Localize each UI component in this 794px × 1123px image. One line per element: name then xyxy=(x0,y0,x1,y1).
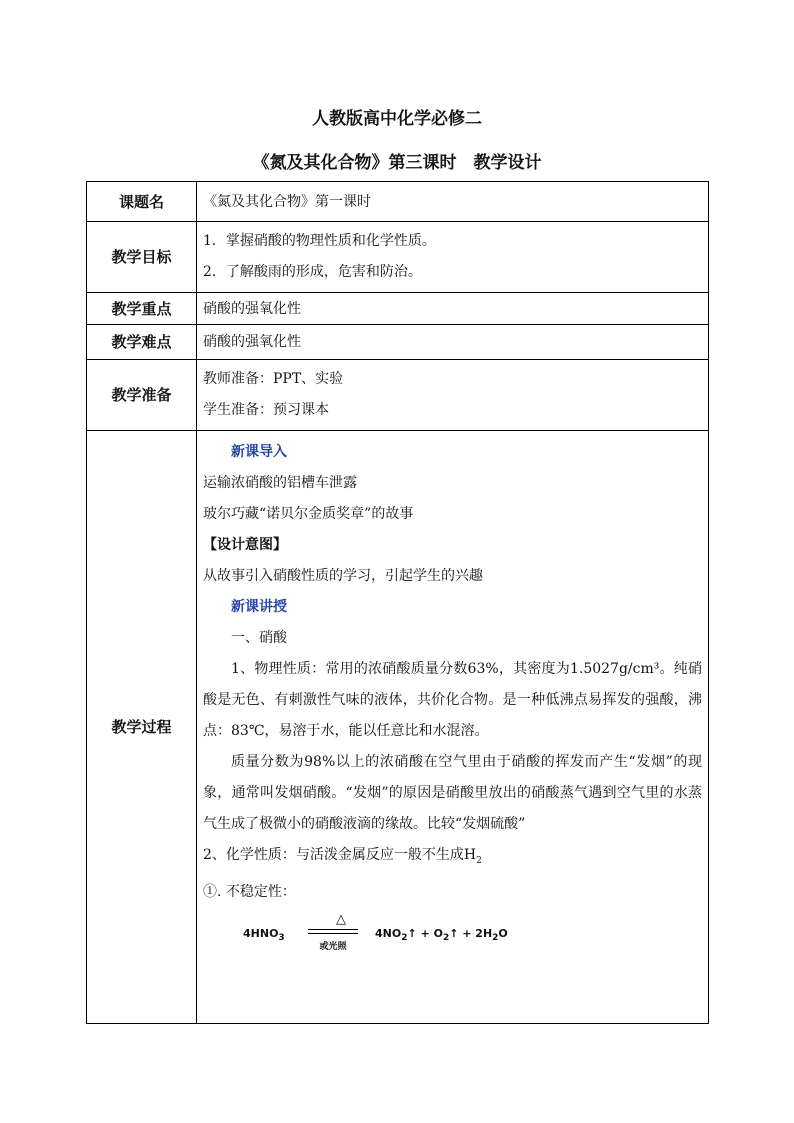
design-heading: 【设计意图】 xyxy=(203,537,287,553)
physical-properties: 1、物理性质：常用的浓硝酸质量分数63%，其密度为1.5027g/cm³。纯硝酸是无色、有刺激性气味的液体，共价化合物。是一种低沸点易挥发的强酸，沸点：83℃，易溶于水，能以任意比和水混溶。 xyxy=(203,661,702,739)
h2o-suffix: O xyxy=(498,926,508,940)
topic-value: 《氮及其化合物》第一课时 xyxy=(197,182,709,222)
goals-label: 教学目标 xyxy=(87,222,197,293)
product-no2: 4NO xyxy=(375,926,402,940)
row-goals xyxy=(87,222,709,293)
goal-item: 2．了解酸雨的形成，危害和防治。 xyxy=(203,264,422,280)
o2-subscript: 2 xyxy=(442,932,450,943)
lecture-heading: 新课讲授 xyxy=(231,599,287,615)
equation-products xyxy=(375,924,508,948)
difficult-label: 教学难点 xyxy=(87,325,197,360)
product-h2o: ↑ + 2H xyxy=(449,926,493,940)
no2-subscript: 2 xyxy=(401,932,408,943)
reaction-arrow-line-2 xyxy=(308,933,358,934)
unstable-heading: ①. 不稳定性： xyxy=(203,883,296,900)
prep-item: 学生准备：预习课本 xyxy=(203,402,329,418)
row-process xyxy=(87,431,709,1024)
intro-line: 运输浓硝酸的铝槽车泄露 xyxy=(203,475,357,491)
key-value: 硝酸的强氧化性 xyxy=(197,293,709,325)
document-title: 人教版高中化学必修二 xyxy=(312,109,482,129)
chemical-text: 2、化学性质：与活泼金属反应一般不生成H xyxy=(203,847,477,863)
row-prep xyxy=(87,360,709,431)
section-heading: 一、硝酸 xyxy=(231,630,287,646)
design-text: 从故事引入硝酸性质的学习，引起学生的兴趣 xyxy=(203,568,483,584)
decomposition-equation xyxy=(203,912,702,962)
lesson-plan-table xyxy=(86,181,709,1024)
chemical-subscript: 2 xyxy=(476,855,482,866)
topic-label: 课题名 xyxy=(87,182,197,222)
reactant-subscript: 3 xyxy=(278,932,285,943)
light-condition: 或光照 xyxy=(319,941,347,952)
intro-heading: 新课导入 xyxy=(231,444,287,460)
row-key xyxy=(87,293,709,325)
heat-symbol: △ xyxy=(336,911,346,927)
product-o2: ↑ + O xyxy=(407,926,443,940)
chemical-properties xyxy=(203,840,702,877)
equation-reactant xyxy=(243,924,285,948)
difficult-value: 硝酸的强氧化性 xyxy=(197,325,709,360)
process-label: 教学过程 xyxy=(87,431,197,1024)
document-subtitle: 《氮及其化合物》第三课时 教学设计 xyxy=(252,153,542,173)
goals-value xyxy=(197,222,709,293)
prep-item: 教师准备：PPT、实验 xyxy=(203,371,344,387)
prep-label: 教学准备 xyxy=(87,360,197,431)
intro-line: 玻尔巧藏“诺贝尔金质奖章”的故事 xyxy=(203,506,414,522)
fuming-paragraph: 质量分数为98%以上的浓硝酸在空气里由于硝酸的挥发而产生“发烟”的现象，通常叫发烟硝酸。“发烟”的原因是硝酸里放出的硝酸蒸气遇到空气里的水蒸气生成了极微小的硝酸液滴的缘故。比较“发烟硫酸” xyxy=(203,754,702,832)
reactant-text: 4HNO xyxy=(243,926,279,940)
reaction-arrow-line xyxy=(308,929,358,930)
key-label: 教学重点 xyxy=(87,293,197,325)
prep-value xyxy=(197,360,709,431)
row-topic xyxy=(87,182,709,222)
h2o-subscript: 2 xyxy=(492,932,499,943)
goal-item: 1．掌握硝酸的物理性质和化学性质。 xyxy=(203,233,436,249)
process-content xyxy=(197,431,709,1024)
row-difficult xyxy=(87,325,709,360)
